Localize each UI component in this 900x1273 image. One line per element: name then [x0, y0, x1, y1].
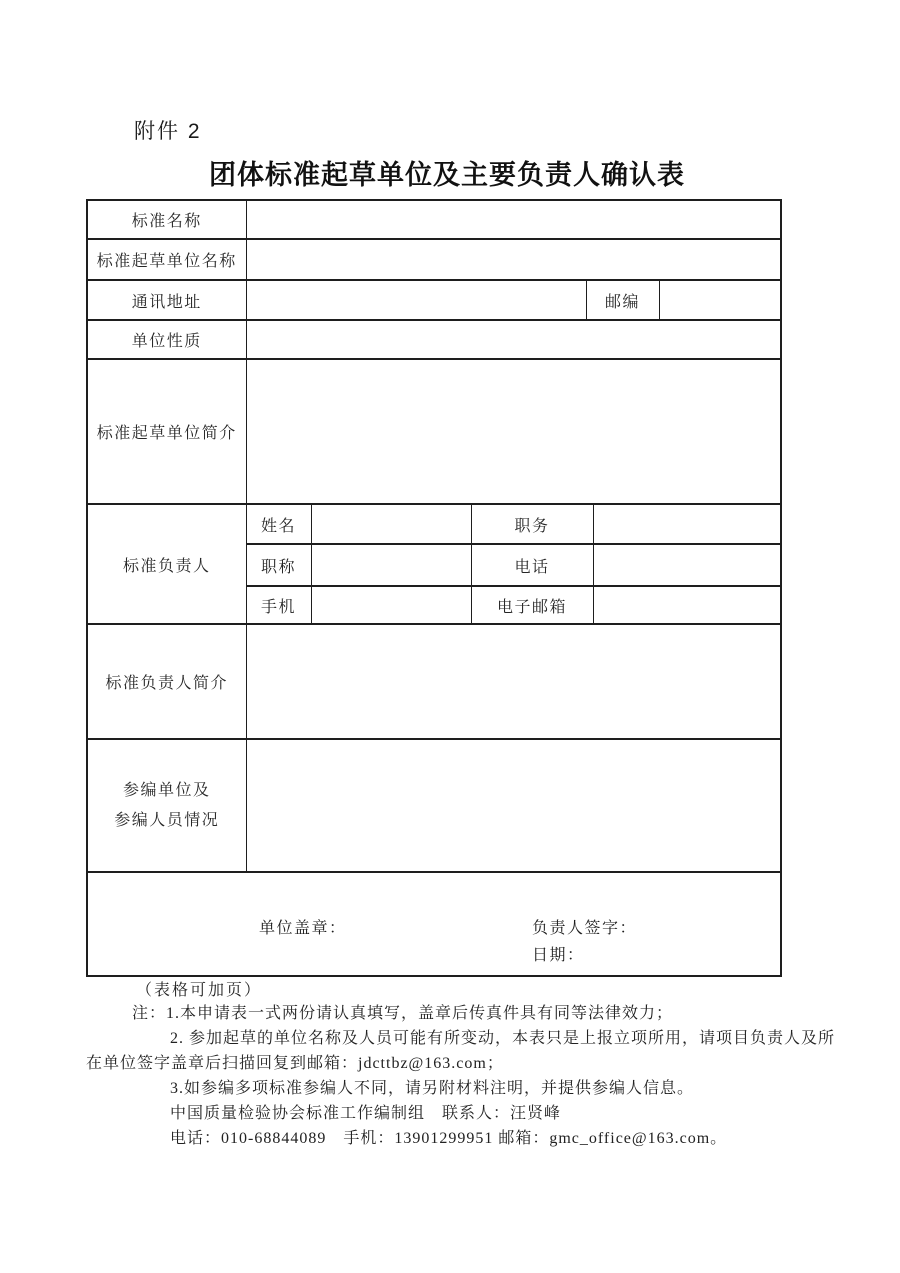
unit-seal-label: 单位盖章： — [259, 920, 347, 937]
row-standard-name — [87, 200, 781, 239]
participants-label-line2: 参编人员情况 — [114, 811, 220, 829]
person-position-label: 职务 — [471, 504, 593, 544]
row-drafting-unit-name — [87, 239, 781, 280]
person-intro-value-cell — [246, 624, 781, 739]
person-name-label: 姓名 — [246, 504, 311, 544]
address-value-cell — [246, 280, 586, 320]
confirmation-form-table — [86, 199, 782, 977]
participants-label-line1: 参编单位及 — [122, 781, 211, 799]
person-email-value-cell — [593, 586, 781, 624]
row-unit-type — [87, 320, 781, 359]
responsible-signature-label: 负责人签字： — [532, 920, 638, 937]
note-line-6: 电话：010-68844089 手机：13901299951 邮箱：gmc_office@163.com。 — [170, 1130, 728, 1147]
note-line-1: 注：1.本申请表一式两份请认真填写，盖章后传真件具有同等法律效力； — [132, 1005, 674, 1022]
add-page-note: （表格可加页） — [136, 982, 263, 999]
attachment-label: 附件 2 — [134, 120, 202, 143]
person-intro-label: 标准负责人简介 — [87, 624, 246, 739]
person-title-value-cell — [311, 544, 471, 586]
person-position-value-cell — [593, 504, 781, 544]
person-mobile-label: 手机 — [246, 586, 311, 624]
row-participants — [87, 739, 781, 872]
drafting-unit-name-value-cell — [246, 239, 781, 280]
date-label: 日期： — [532, 947, 585, 964]
person-phone-label: 电话 — [471, 544, 593, 586]
person-name-value-cell — [311, 504, 471, 544]
person-mobile-value-cell — [311, 586, 471, 624]
participants-value-cell — [246, 739, 781, 872]
note-line-3: 在单位签字盖章后扫描回复到邮箱：jdcttbz@163.com； — [86, 1055, 504, 1072]
unit-type-value-cell — [246, 320, 781, 359]
person-title-label: 职称 — [246, 544, 311, 586]
address-label: 通讯地址 — [87, 280, 246, 320]
row-person-intro — [87, 624, 781, 739]
standard-name-label: 标准名称 — [87, 200, 246, 239]
person-phone-value-cell — [593, 544, 781, 586]
page-title: 团体标准起草单位及主要负责人确认表 — [209, 160, 685, 190]
row-person-1 — [87, 504, 781, 544]
row-signature — [87, 872, 781, 976]
note-line-4: 3.如参编多项标准参编人不同，请另附材料注明，并提供参编人信息。 — [170, 1080, 695, 1097]
row-address — [87, 280, 781, 320]
row-unit-intro — [87, 359, 781, 504]
unit-intro-value-cell — [246, 359, 781, 504]
person-email-label: 电子邮箱 — [471, 586, 593, 624]
postcode-value-cell — [659, 280, 781, 320]
standard-name-value-cell — [246, 200, 781, 239]
unit-intro-label: 标准起草单位简介 — [87, 359, 246, 504]
note-line-5: 中国质量检验协会标准工作编制组 联系人：汪贤峰 — [170, 1105, 562, 1122]
note-line-2: 2. 参加起草的单位名称及人员可能有所变动，本表只是上报立项所用，请项目负责人及所 — [170, 1030, 836, 1047]
participants-label — [87, 739, 246, 872]
responsible-person-label: 标准负责人 — [87, 504, 246, 624]
postcode-label: 邮编 — [586, 280, 659, 320]
signature-cell — [87, 872, 781, 976]
drafting-unit-name-label: 标准起草单位名称 — [87, 239, 246, 280]
unit-type-label: 单位性质 — [87, 320, 246, 359]
